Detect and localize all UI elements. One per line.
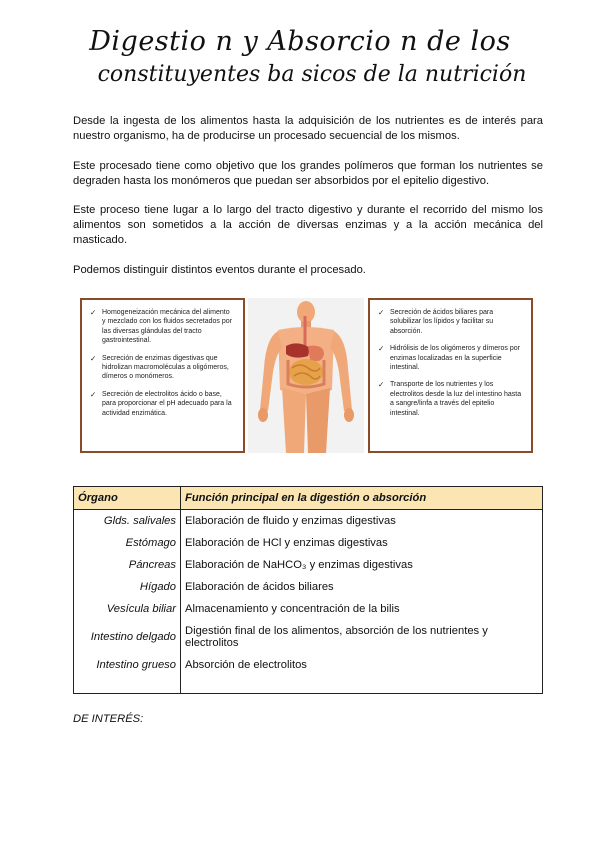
table-row: [74, 532, 543, 554]
paragraph-1: Desde la ingesta de los alimentos hasta la adquisición de los nutrientes es de interés para nuestro organismo, ha de producirse un procesado secuencial de los mismos.: [73, 115, 543, 142]
column-header-organ: Órgano: [74, 487, 181, 510]
table-row: [74, 654, 543, 694]
function-cell: Elaboración de NaHCO₃ y enzimas digestivas: [185, 559, 413, 571]
list-item: ✓ Secreción de ácidos biliares para solubilizar los lípidos y facilitar su absorción.: [378, 308, 494, 335]
function-cell: Elaboración de fluido y enzimas digestivas: [185, 515, 396, 527]
table-row: [74, 598, 543, 620]
list-item: ✓ Hidrólisis de los oligómeros y dímeros por enzimas localizadas en la superficie intestinal.: [378, 344, 520, 372]
organ-cell: Páncreas: [74, 554, 181, 576]
check-icon: ✓: [90, 308, 97, 317]
organ-cell: Intestino delgado: [74, 620, 181, 654]
check-icon: ✓: [378, 380, 385, 390]
list-item: ✓ Secreción de enzimas digestivas que hidrolizan macromoléculas a oligómeros, dímeros o monómeros.: [90, 353, 229, 381]
table-header-row: [74, 487, 543, 510]
list-item: ✓ Secreción de electrolitos ácido o base, para proporcionar el pH adecuado para la actividad enzimática.: [90, 389, 232, 417]
check-icon: ✓: [378, 344, 385, 354]
function-cell: Almacenamiento y concentración de la bilis: [185, 603, 400, 615]
page-subtitle: constituyentes ba sicos de la nutrición: [97, 62, 527, 87]
list-item: ✓ Transporte de los nutrientes y los electrolitos desde la luz del intestino hasta a sangre/linfa a través del epitelio intestinal.: [378, 380, 522, 417]
digestive-system-illustration: [248, 298, 364, 453]
check-icon: ✓: [90, 389, 97, 399]
column-header-function: Función principal en la digestión o absorción: [181, 487, 543, 510]
organ-cell: Vesícula biliar: [74, 598, 181, 620]
table-row: [74, 554, 543, 576]
organ-cell: Intestino grueso: [74, 654, 181, 694]
organ-cell: Estómago: [74, 532, 181, 554]
section-heading-interes: DE INTERÉS:: [73, 713, 144, 725]
left-events-box: [80, 298, 245, 453]
organ-function-table: [73, 486, 543, 694]
table-row: [74, 510, 543, 533]
function-cell: Digestión final de los alimentos, absorción de los nutrientes y electrolitos: [185, 625, 488, 649]
check-icon: ✓: [378, 308, 385, 317]
table-row: [74, 576, 543, 598]
paragraph-4: Podemos distinguir distintos eventos durante el procesado.: [73, 264, 366, 276]
function-cell: Absorción de electrolitos: [185, 659, 307, 671]
function-cell: Elaboración de HCl y enzimas digestivas: [185, 537, 388, 549]
organ-cell: Glds. salivales: [74, 510, 181, 533]
list-item: ✓ Homogeneización mecánica del alimento y mezclado con los fluidos secretados por las diversas glándulas del tracto gastrointestinal.: [90, 308, 232, 345]
function-cell: Elaboración de ácidos biliares: [185, 581, 334, 593]
table-row: [74, 620, 543, 654]
paragraph-3: Este proceso tiene lugar a lo largo del tracto digestivo y durante el recorrido del mismo los alimentos son sometidos a la acción de diversas enzimas y a la acción mecánica del masticado.: [73, 204, 543, 246]
right-events-box: [368, 298, 533, 453]
organ-cell: Hígado: [74, 576, 181, 598]
paragraph-2: Este procesado tiene como objetivo que los grandes polímeros que forman los nutrientes se degraden hasta los monómeros que puedan ser absorbidos por el epitelio digestivo.: [73, 160, 543, 187]
check-icon: ✓: [90, 353, 97, 363]
human-body-icon: [248, 298, 364, 453]
page-title: Digestio n y Absorcio n de los: [89, 26, 511, 57]
